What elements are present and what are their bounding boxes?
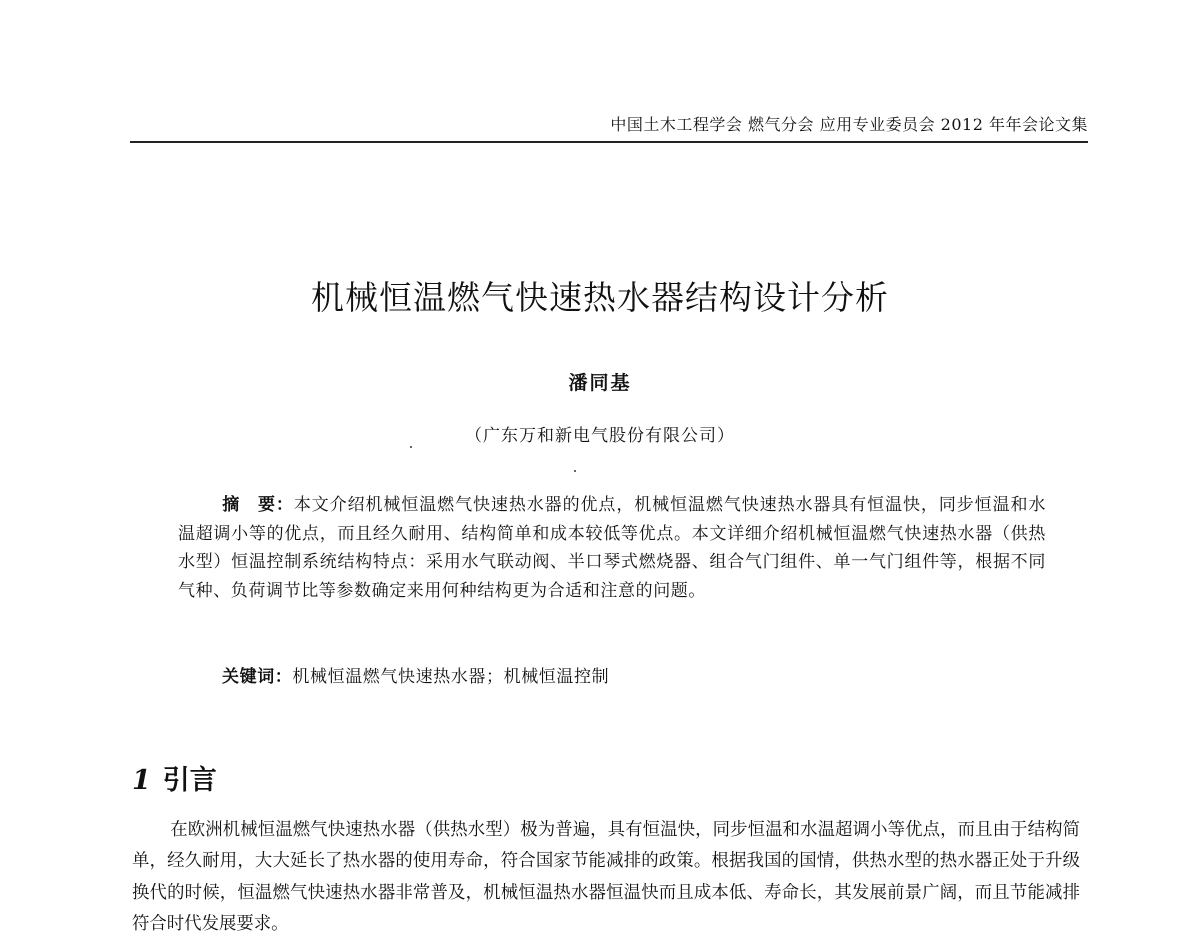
scan-speck: [410, 446, 412, 448]
body-paragraph: 在欧洲机械恒温燃气快速热水器（供热水型）极为普遍，具有恒温快，同步恒温和水温超调小等优点，而且由于结构简单，经久耐用，大大延长了热水器的使用寿命，符合国家节能减排的政策。根据我国的国情，供热水型的热水器正处于升级换代的时候，恒温燃气快速热水器非常普及，机械恒温热水器恒温快而且成本低、寿命长，其发展前景广阔，而且节能减排符合时代发展要求。: [132, 820, 1080, 935]
author-name: 潘同基: [568, 372, 632, 394]
abstract-text: 本文介绍机械恒温燃气快速热水器的优点，机械恒温燃气快速热水器具有恒温快，同步恒温和水温超调小等的优点，而且经久耐用、结构简单和成本较低等优点。本文详细介绍机械恒温燃气快速热水器（供热水型）恒温控制系统结构特点：采用水气联动阀、半口琴式燃烧器、组合气门组件、单一气门组件等，根据不同气种、负荷调节比等参数确定来用何种结构更为合适和注意的问题。: [178, 495, 1046, 601]
keywords-label: 关键词：: [222, 667, 293, 687]
keywords: [222, 662, 1052, 687]
abstract-label: 摘 要：: [222, 495, 294, 515]
abstract: [178, 491, 1046, 605]
author-affiliation: （广东万和新电气股份有限公司）: [465, 426, 735, 446]
keywords-text: 机械恒温燃气快速热水器；机械恒温控制: [292, 667, 610, 687]
running-header-text: 中国土木工程学会 燃气分会 应用专业委员会 2012 年年会论文集: [610, 115, 1088, 134]
scan-speck: [574, 470, 576, 472]
section-title: 引言: [162, 765, 217, 796]
section-heading: [132, 758, 217, 797]
paper-title: 机械恒温燃气快速热水器结构设计分析: [311, 278, 889, 318]
header-rule: [130, 141, 1088, 143]
section-number: 1: [132, 765, 151, 796]
running-header: [130, 112, 1088, 135]
